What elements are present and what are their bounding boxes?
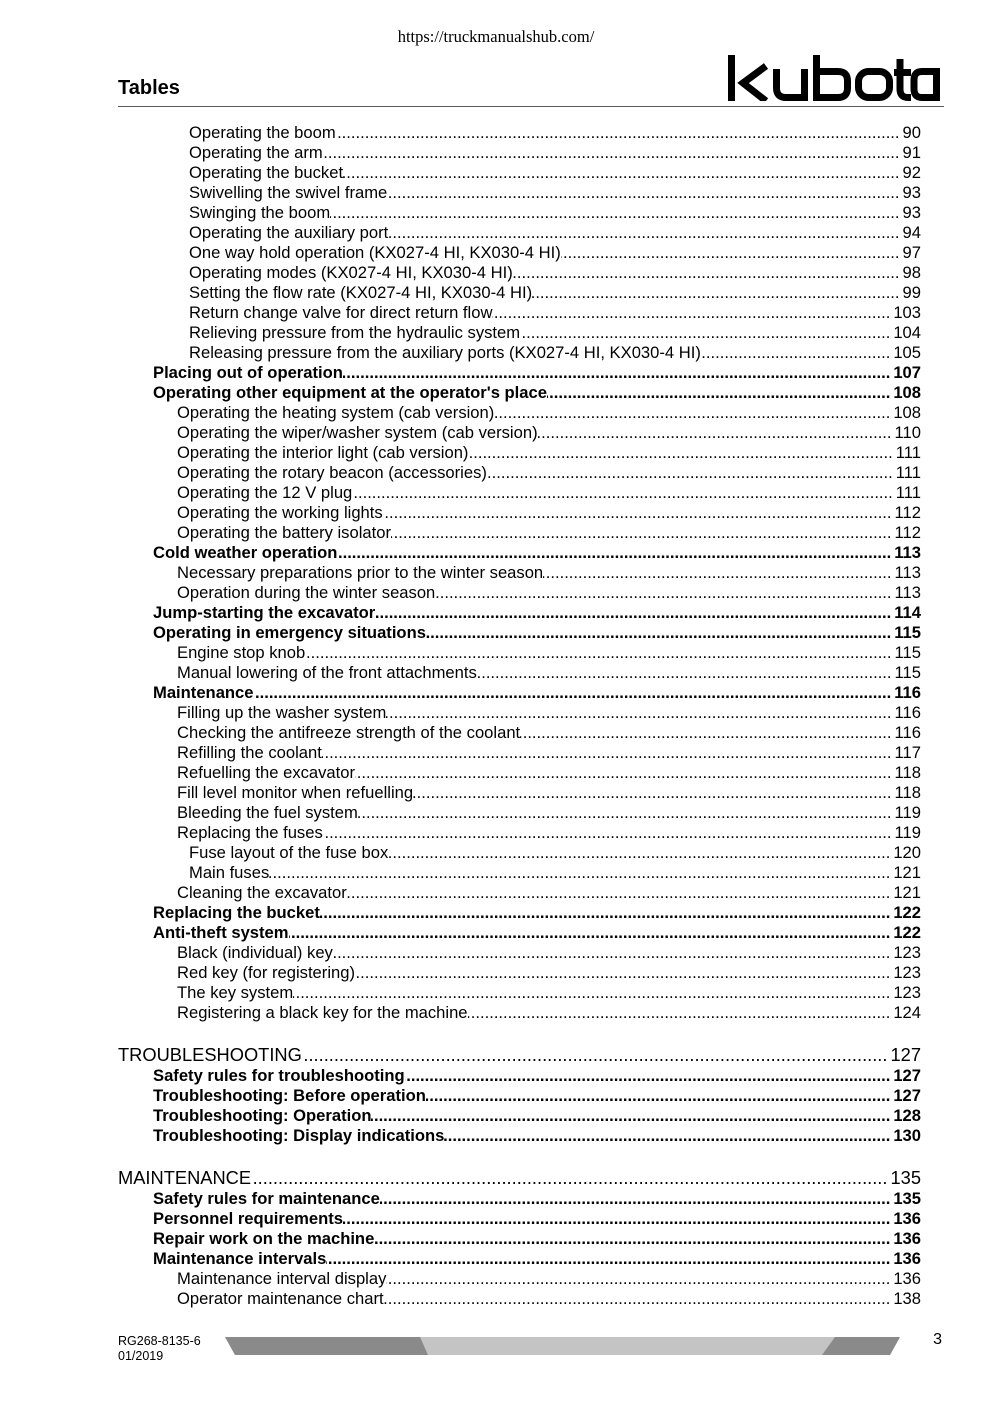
toc-entry-page-number: 113 (894, 563, 921, 582)
toc-leader-dots (388, 843, 893, 863)
toc-entry-title: Safety rules for troubleshooting (153, 1066, 405, 1085)
toc-leader-dots (371, 1106, 893, 1126)
toc-leader-dots (388, 223, 902, 243)
footer-band-dark-left (225, 1337, 428, 1355)
toc-entry-page-number: 103 (893, 303, 921, 322)
toc-entry-title: Registering a black key for the machine (177, 1003, 468, 1022)
toc-entry-page-number: 118 (894, 783, 921, 802)
toc-leader-dots (405, 1066, 894, 1086)
header-rule (118, 106, 944, 107)
toc-subsection[interactable] (118, 583, 921, 603)
toc-subsection[interactable] (118, 1289, 921, 1309)
toc-section[interactable] (118, 1249, 921, 1269)
toc-subsubsection[interactable] (118, 323, 921, 343)
toc-entry-title: Troubleshooting: Before operation (153, 1086, 426, 1105)
toc-entry-title: Troubleshooting: Operation (153, 1106, 372, 1125)
toc-entry-title: Setting the flow rate (KX027-4 HI, KX030-4 HI) (189, 283, 533, 302)
toc-leader-dots (320, 903, 893, 923)
toc-leader-dots (337, 543, 894, 563)
logo-letters (732, 55, 937, 101)
toc-subsubsection[interactable] (118, 263, 921, 283)
toc-entry-title: Operating the 12 V plug (177, 483, 353, 502)
toc-entry-title: Swinging the boom (189, 203, 331, 222)
toc-leader-dots (289, 923, 894, 943)
toc-leader-dots (347, 883, 894, 903)
toc-entry-title: Operator maintenance chart (177, 1289, 384, 1308)
toc-subsection[interactable] (118, 783, 921, 803)
toc-entry-title: Operating the working lights (177, 503, 383, 522)
toc-entry-title: Replacing the bucket (153, 903, 320, 922)
toc-leader-dots (380, 1189, 893, 1209)
toc-entry-page-number: 114 (894, 603, 921, 622)
toc-leader-dots (435, 583, 894, 603)
toc-entry-page-number: 119 (894, 823, 921, 842)
toc-subsection[interactable] (118, 1003, 921, 1023)
toc-leader-dots (254, 683, 895, 703)
toc-entry-page-number: 115 (894, 663, 921, 682)
toc-entry-page-number: 94 (902, 223, 921, 242)
toc-subsection[interactable] (118, 403, 921, 423)
toc-leader-dots (269, 863, 893, 883)
toc-entry-page-number: 118 (894, 763, 921, 782)
toc-leader-dots (538, 423, 895, 443)
toc-entry-page-number: 115 (894, 643, 921, 662)
toc-entry-page-number: 98 (902, 263, 921, 282)
toc-entry-page-number: 136 (893, 1209, 921, 1228)
toc-section[interactable] (118, 1126, 921, 1146)
toc-entry-title: Anti-theft system (153, 923, 289, 942)
toc-leader-dots (520, 323, 893, 343)
toc-entry-page-number: 122 (893, 903, 921, 922)
toc-entry-page-number: 136 (893, 1249, 921, 1268)
toc-subsection[interactable] (118, 963, 921, 983)
toc-leader-dots (532, 283, 902, 303)
toc-entry-page-number: 136 (893, 1269, 921, 1288)
toc-entry-page-number: 123 (893, 963, 921, 982)
toc-section[interactable] (118, 1066, 921, 1086)
toc-leader-dots (384, 1289, 894, 1309)
toc-entry-page-number: 128 (893, 1106, 921, 1125)
toc-leader-dots (333, 943, 893, 963)
toc-entry-title: Operating the heating system (cab version) (177, 403, 495, 422)
toc-entry-title: Operating the arm (189, 143, 323, 162)
toc-entry-title: Maintenance interval display (177, 1269, 387, 1288)
toc-leader-dots (386, 703, 894, 723)
toc-entry-page-number: 115 (894, 623, 921, 642)
toc-subsection[interactable] (118, 723, 921, 743)
toc-entry-title: Red key (for registering) (177, 963, 355, 982)
toc-leader-dots (355, 963, 893, 983)
toc-entry-title: Operating other equipment at the operator's place (153, 383, 547, 402)
toc-entry-title: Placing out of operation (153, 363, 343, 382)
toc-subsubsection[interactable] (118, 343, 921, 363)
toc-subsubsection[interactable] (118, 243, 921, 263)
toc-entry-title: Operating the wiper/washer system (cab version) (177, 423, 538, 442)
source-url[interactable]: https://truckmanualshub.com/ (397, 27, 595, 46)
toc-entry-page-number: 111 (895, 463, 921, 482)
toc-entry-title: Black (individual) key (177, 943, 333, 962)
toc-leader-dots (547, 383, 893, 403)
toc-section[interactable] (118, 1106, 921, 1126)
toc-leader-dots (293, 983, 893, 1003)
toc-leader-dots (543, 563, 894, 583)
toc-entry-title: Operating the battery isolator (177, 523, 391, 542)
toc-section[interactable] (118, 543, 921, 563)
toc-section[interactable] (118, 923, 921, 943)
toc-entry-title: Jump-starting the excavator (153, 603, 376, 622)
toc-subsubsection[interactable] (118, 303, 921, 323)
toc-entry-page-number: 112 (894, 503, 921, 522)
toc-entry-title: Maintenance intervals (153, 1249, 327, 1268)
toc-entry-title: Operating the interior light (cab version) (177, 443, 469, 462)
section-title: Tables (118, 77, 180, 99)
toc-entry-title: Operation during the winter season (177, 583, 436, 602)
toc-leader-dots (426, 623, 894, 643)
toc-entry-page-number: 130 (893, 1126, 921, 1145)
toc-subsection[interactable] (118, 983, 921, 1003)
toc-leader-dots (326, 1249, 893, 1269)
toc-leader-dots (468, 443, 895, 463)
toc-leader-dots (358, 803, 895, 823)
toc-subsection[interactable] (118, 943, 921, 963)
toc-subsection[interactable] (118, 423, 921, 443)
toc-entry-title: Engine stop knob (177, 643, 306, 662)
toc-subsubsection[interactable] (118, 863, 921, 883)
toc-entry-title: Fuse layout of the fuse box (189, 843, 389, 862)
toc-entry-page-number: 120 (893, 843, 921, 862)
toc-entry-page-number: 93 (902, 203, 921, 222)
toc-entry-title: One way hold operation (KX027-4 HI, KX030-4 HI) (189, 243, 561, 262)
toc-entry-title: Refilling the coolant (177, 743, 322, 762)
toc-leader-dots (492, 303, 893, 323)
toc-entry-page-number: 113 (894, 543, 921, 562)
footer-band-dark-right (822, 1337, 900, 1355)
toc-entry-title: Checking the antifreeze strength of the coolant (177, 723, 521, 742)
toc-entry-title: Troubleshooting: Display indications (153, 1126, 445, 1145)
toc-entry-page-number: 111 (895, 443, 921, 462)
toc-entry-title: Maintenance (153, 683, 254, 702)
toc-leader-dots (374, 1229, 893, 1249)
toc-leader-dots (413, 783, 894, 803)
toc-entry-page-number: 124 (893, 1003, 921, 1022)
toc-entry-page-number: 123 (893, 943, 921, 962)
toc-entry-title: Return change valve for direct return flow (189, 303, 493, 322)
toc-subsection[interactable] (118, 563, 921, 583)
toc-leader-dots (355, 763, 895, 783)
toc-entry-title: Manual lowering of the front attachments (177, 663, 477, 682)
toc-entry-page-number: 111 (895, 483, 921, 502)
toc-entry-title: Releasing pressure from the auxiliary ports (KX027-4 HI, KX030-4 HI) (189, 343, 701, 362)
toc-subsubsection[interactable] (118, 123, 921, 143)
toc-leader-dots (302, 1044, 891, 1066)
toc-leader-dots (468, 1003, 894, 1023)
toc-section[interactable] (118, 383, 921, 403)
toc-entry-page-number: 112 (894, 523, 921, 542)
toc-entry-page-number: 93 (902, 183, 921, 202)
toc-subsection[interactable] (118, 763, 921, 783)
toc-entry-page-number: 110 (894, 423, 921, 442)
toc-entry-page-number: 108 (893, 383, 921, 402)
toc-leader-dots (391, 523, 895, 543)
toc-subsection[interactable] (118, 823, 921, 843)
toc-entry-title: Refuelling the excavator (177, 763, 356, 782)
toc-leader-dots (383, 503, 895, 523)
toc-list (118, 123, 921, 1309)
toc-entry-page-number: 135 (893, 1189, 921, 1208)
toc-section[interactable] (118, 1086, 921, 1106)
toc-entry-page-number: 116 (894, 683, 921, 702)
toc-entry-title: Fill level monitor when refuelling (177, 783, 414, 802)
toc-subsubsection[interactable] (118, 203, 921, 223)
toc-leader-dots (343, 1209, 893, 1229)
toc-subsection[interactable] (118, 643, 921, 663)
toc-subsection[interactable] (118, 463, 921, 483)
toc-subsubsection[interactable] (118, 283, 921, 303)
toc-entry-title: Personnel requirements (153, 1209, 343, 1228)
toc-subsubsection[interactable] (118, 183, 921, 203)
toc-entry-title: Cold weather operation (153, 543, 338, 562)
toc-section[interactable] (118, 1209, 921, 1229)
toc-section[interactable] (118, 363, 921, 383)
toc-leader-dots (343, 163, 902, 183)
toc-leader-dots (375, 603, 894, 623)
document-number: RG268-8135-6 (118, 1334, 201, 1348)
toc-entry-title: Operating the auxiliary port (189, 223, 389, 242)
toc-entry-title: Replacing the fuses (177, 823, 323, 842)
toc-section[interactable] (118, 683, 921, 703)
toc-entry-title: Safety rules for maintenance (153, 1189, 380, 1208)
toc-entry-page-number: 127 (893, 1066, 921, 1085)
toc-subsection[interactable] (118, 443, 921, 463)
toc-entry-page-number: 91 (902, 143, 921, 162)
toc-leader-dots (322, 743, 895, 763)
toc-entry-page-number: 135 (890, 1167, 921, 1188)
toc-entry-title: Bleeding the fuel system (177, 803, 358, 822)
toc-subsection[interactable] (118, 743, 921, 763)
toc-leader-dots (444, 1126, 893, 1146)
toc-leader-dots (561, 243, 903, 263)
toc-entry-page-number: 123 (893, 983, 921, 1002)
toc-entry-title: TROUBLESHOOTING (118, 1044, 302, 1065)
toc-entry-page-number: 121 (893, 883, 921, 902)
toc-leader-dots (323, 143, 903, 163)
footer-band (225, 1337, 901, 1355)
toc-entry-page-number: 117 (894, 743, 921, 762)
toc-entry-page-number: 99 (902, 283, 921, 302)
toc-entry-page-number: 104 (893, 323, 921, 342)
toc-leader-dots (701, 343, 893, 363)
toc-entry-page-number: 127 (893, 1086, 921, 1105)
toc-entry-title: Operating the boom (189, 123, 336, 142)
toc-leader-dots (330, 203, 902, 223)
toc-entry-page-number: 138 (893, 1289, 921, 1308)
toc-entry-page-number: 90 (902, 123, 921, 142)
toc-leader-dots (352, 483, 895, 503)
toc-section[interactable] (118, 623, 921, 643)
toc-entry-title: Cleaning the excavator (177, 883, 347, 902)
toc-subsection[interactable] (118, 803, 921, 823)
toc-entry-page-number: 92 (902, 163, 921, 182)
toc-entry-title: Main fuses (189, 863, 270, 882)
toc-leader-dots (520, 723, 894, 743)
toc-entry-title: Filling up the washer system (177, 703, 387, 722)
toc-section[interactable] (118, 903, 921, 923)
page-number: 3 (933, 1331, 942, 1348)
toc-subsection[interactable] (118, 663, 921, 683)
toc-entry-page-number: 127 (890, 1044, 921, 1065)
toc-entry-page-number: 108 (893, 403, 921, 422)
toc-subsection[interactable] (118, 503, 921, 523)
toc-subsubsection[interactable] (118, 163, 921, 183)
toc-subsection[interactable] (118, 523, 921, 543)
toc-entry-page-number: 113 (894, 583, 921, 602)
toc-entry-page-number: 97 (902, 243, 921, 262)
toc-entry-page-number: 116 (894, 723, 921, 742)
toc-leader-dots (386, 1269, 893, 1289)
toc-entry-title: MAINTENANCE (118, 1167, 252, 1188)
toc-chapter[interactable] (118, 1044, 921, 1066)
toc-entry-title: Operating modes (KX027-4 HI, KX030-4 HI) (189, 263, 513, 282)
toc-subsection[interactable] (118, 883, 921, 903)
toc-leader-dots (305, 643, 894, 663)
toc-leader-dots (477, 663, 895, 683)
toc-entry-title: Relieving pressure from the hydraulic system (189, 323, 521, 342)
toc-subsubsection[interactable] (118, 843, 921, 863)
toc-leader-dots (494, 403, 893, 423)
toc-section[interactable] (118, 1189, 921, 1209)
toc-entry-title: Repair work on the machine (153, 1229, 375, 1248)
toc-leader-dots (513, 263, 903, 283)
toc-entry-page-number: 121 (893, 863, 921, 882)
toc-chapter[interactable] (118, 1167, 921, 1189)
toc-leader-dots (426, 1086, 893, 1106)
toc-entry-page-number: 119 (894, 803, 921, 822)
toc-leader-dots (387, 183, 902, 203)
toc-subsection[interactable] (118, 1269, 921, 1289)
toc-entry-title: Operating in emergency situations (153, 623, 426, 642)
toc-leader-dots (323, 823, 895, 843)
toc-entry-title: Necessary preparations prior to the winter season (177, 563, 544, 582)
toc-entry-title: The key system (177, 983, 294, 1002)
toc-entry-page-number: 105 (893, 343, 921, 362)
toc-entry-page-number: 107 (893, 363, 921, 382)
toc-subsection[interactable] (118, 703, 921, 723)
kubota-logo-icon (728, 55, 940, 101)
toc-leader-dots (487, 463, 896, 483)
toc-entry-page-number: 136 (893, 1229, 921, 1248)
toc-subsubsection[interactable] (118, 143, 921, 163)
toc-entry-title: Operating the bucket (189, 163, 344, 182)
toc-leader-dots (336, 123, 903, 143)
toc-subsection[interactable] (118, 483, 921, 503)
toc-leader-dots (343, 363, 893, 383)
toc-leader-dots (251, 1167, 890, 1189)
toc-subsubsection[interactable] (118, 223, 921, 243)
toc-entry-page-number: 122 (893, 923, 921, 942)
document-date: 01/2019 (118, 1349, 164, 1363)
toc-entry-page-number: 116 (894, 703, 921, 722)
toc-section[interactable] (118, 603, 921, 623)
toc-section[interactable] (118, 1229, 921, 1249)
toc-entry-title: Swivelling the swivel frame (189, 183, 388, 202)
toc-entry-title: Operating the rotary beacon (accessories) (177, 463, 487, 482)
